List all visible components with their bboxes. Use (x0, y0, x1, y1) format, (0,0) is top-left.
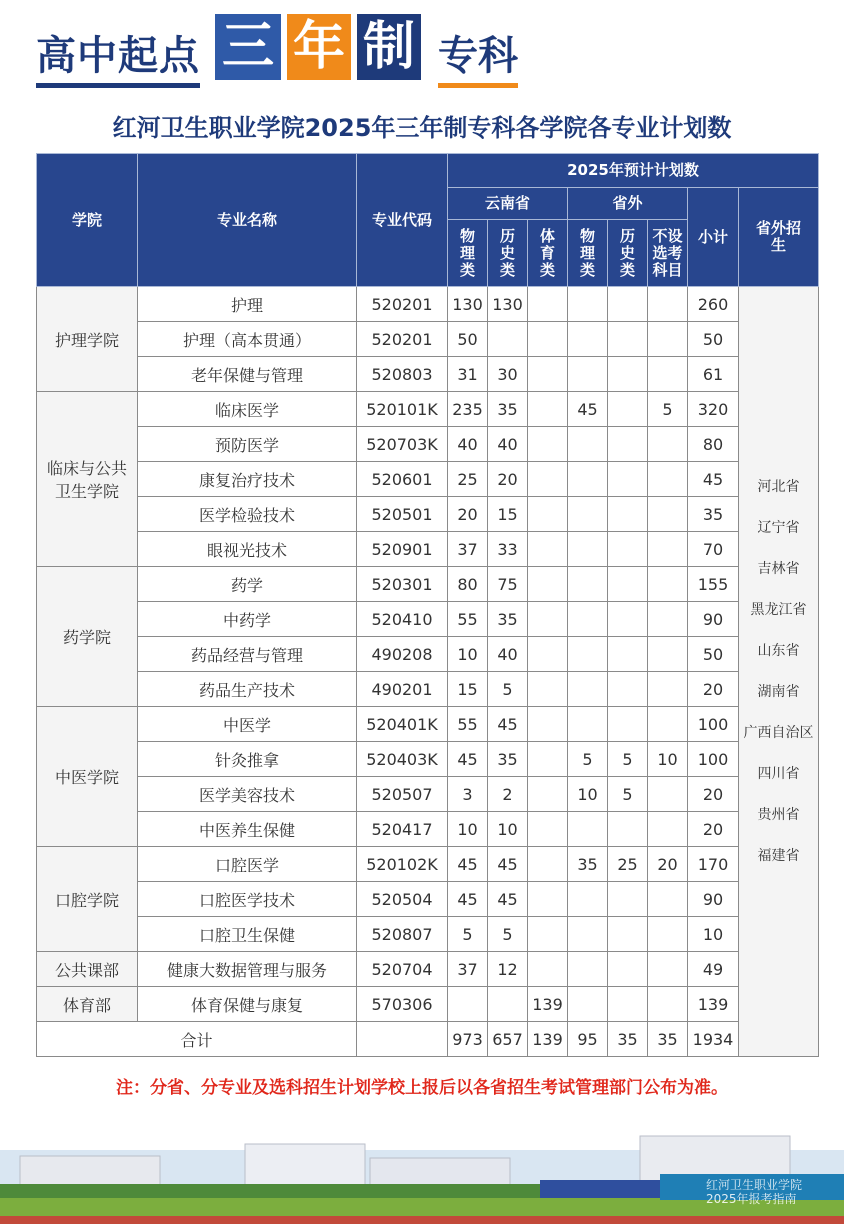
value-cell-yh: 45 (488, 882, 528, 917)
code-cell: 520301 (357, 567, 448, 602)
province-item: 吉林省 (757, 560, 800, 577)
value-cell-sub: 80 (688, 427, 739, 462)
value-cell-sub: 100 (688, 707, 739, 742)
enrollment-plan-table (36, 153, 819, 1057)
value-cell-ys (528, 357, 568, 392)
table-row (37, 847, 819, 882)
major-cell: 医学美容技术 (138, 777, 357, 812)
value-cell-oh: 5 (608, 777, 648, 812)
code-cell: 490208 (357, 637, 448, 672)
header-out-history: 历史类 (608, 220, 648, 287)
college-cell: 口腔学院 (37, 847, 138, 952)
total-yp: 973 (448, 1022, 488, 1057)
value-cell-on (648, 917, 688, 952)
college-cell: 体育部 (37, 987, 138, 1022)
major-cell: 预防医学 (138, 427, 357, 462)
value-cell-yh (488, 322, 528, 357)
banner-suffix: 专科 (438, 24, 518, 88)
value-cell-yp: 15 (448, 672, 488, 707)
value-cell-yp: 130 (448, 287, 488, 322)
table-row (37, 707, 819, 742)
table-row (37, 917, 819, 952)
code-cell: 520101K (357, 392, 448, 427)
value-cell-yp: 45 (448, 742, 488, 777)
major-cell: 康复治疗技术 (138, 462, 357, 497)
value-cell-yh: 2 (488, 777, 528, 812)
value-cell-oh (608, 567, 648, 602)
value-cell-sub: 320 (688, 392, 739, 427)
code-cell: 490201 (357, 672, 448, 707)
table-row (37, 882, 819, 917)
value-cell-yh: 75 (488, 567, 528, 602)
value-cell-ys (528, 777, 568, 812)
value-cell-ys (528, 322, 568, 357)
value-cell-yp: 25 (448, 462, 488, 497)
value-cell-oh (608, 392, 648, 427)
value-cell-on (648, 427, 688, 462)
banner-prefix: 高中起点 (36, 24, 200, 88)
major-cell: 口腔医学 (138, 847, 357, 882)
value-cell-oh: 25 (608, 847, 648, 882)
value-cell-op (568, 672, 608, 707)
value-cell-yh: 35 (488, 602, 528, 637)
value-cell-on: 5 (648, 392, 688, 427)
major-cell: 药学 (138, 567, 357, 602)
footnote: 注：分省、分专业及选科招生计划学校上报后以各省招生考试管理部门公布为准。 (116, 1078, 728, 1098)
total-oh: 35 (608, 1022, 648, 1057)
value-cell-op: 10 (568, 777, 608, 812)
code-cell: 570306 (357, 987, 448, 1022)
table-row (37, 567, 819, 602)
value-cell-on (648, 497, 688, 532)
value-cell-ys (528, 602, 568, 637)
college-cell: 公共课部 (37, 952, 138, 987)
value-cell-oh (608, 987, 648, 1022)
province-item: 四川省 (757, 765, 800, 782)
major-cell: 药品生产技术 (138, 672, 357, 707)
code-cell: 520504 (357, 882, 448, 917)
value-cell-ys (528, 392, 568, 427)
watermark-line-1: 红河卫生职业学院 (706, 1178, 803, 1192)
value-cell-oh: 5 (608, 742, 648, 777)
value-cell-op (568, 917, 608, 952)
value-cell-op (568, 322, 608, 357)
table-row (37, 952, 819, 987)
value-cell-yh: 40 (488, 637, 528, 672)
value-cell-sub: 90 (688, 882, 739, 917)
value-cell-ys (528, 812, 568, 847)
value-cell-sub: 10 (688, 917, 739, 952)
table-row (37, 672, 819, 707)
value-cell-oh (608, 462, 648, 497)
value-cell-on (648, 812, 688, 847)
value-cell-sub: 20 (688, 777, 739, 812)
table-row (37, 742, 819, 777)
banner-box-nian: 年 (287, 14, 351, 80)
major-cell: 中医学 (138, 707, 357, 742)
value-cell-on (648, 952, 688, 987)
code-cell: 520410 (357, 602, 448, 637)
value-cell-op (568, 812, 608, 847)
table-row (37, 322, 819, 357)
major-cell: 中药学 (138, 602, 357, 637)
value-cell-on: 20 (648, 847, 688, 882)
value-cell-oh (608, 322, 648, 357)
total-code-blank (357, 1022, 448, 1057)
value-cell-op (568, 707, 608, 742)
value-cell-yp: 31 (448, 357, 488, 392)
province-item: 山东省 (757, 642, 800, 659)
value-cell-on (648, 287, 688, 322)
value-cell-yh: 130 (488, 287, 528, 322)
value-cell-sub: 49 (688, 952, 739, 987)
province-list (739, 287, 819, 1057)
total-on: 35 (648, 1022, 688, 1057)
table-row (37, 777, 819, 812)
table-row (37, 462, 819, 497)
value-cell-yp: 55 (448, 602, 488, 637)
page-title: 红河卫生职业学院2025年三年制专科各学院各专业计划数 (112, 114, 732, 142)
value-cell-ys (528, 462, 568, 497)
header-yn-history: 历史类 (488, 220, 528, 287)
header-subtotal: 小计 (688, 188, 739, 287)
value-cell-op (568, 602, 608, 637)
code-cell: 520501 (357, 497, 448, 532)
banner-box-zhi: 制 (357, 14, 421, 80)
major-cell: 护理 (138, 287, 357, 322)
value-cell-op (568, 497, 608, 532)
college-cell: 临床与公共卫生学院 (37, 392, 138, 567)
value-cell-op: 5 (568, 742, 608, 777)
value-cell-oh (608, 637, 648, 672)
value-cell-oh (608, 707, 648, 742)
value-cell-op (568, 882, 608, 917)
code-cell: 520601 (357, 462, 448, 497)
value-cell-yh: 20 (488, 462, 528, 497)
value-cell-yp: 55 (448, 707, 488, 742)
province-item: 河北省 (757, 478, 800, 495)
value-cell-op: 45 (568, 392, 608, 427)
value-cell-yh: 30 (488, 357, 528, 392)
value-cell-oh (608, 357, 648, 392)
header-plan: 2025年预计计划数 (448, 154, 819, 188)
value-cell-oh (608, 952, 648, 987)
header-yn-sports: 体育类 (528, 220, 568, 287)
value-cell-sub: 35 (688, 497, 739, 532)
value-cell-op (568, 427, 608, 462)
value-cell-on (648, 672, 688, 707)
table-row (37, 812, 819, 847)
province-item: 贵州省 (757, 806, 800, 823)
value-cell-ys (528, 427, 568, 462)
value-cell-sub: 61 (688, 357, 739, 392)
value-cell-oh (608, 532, 648, 567)
value-cell-yh: 45 (488, 847, 528, 882)
value-cell-oh (608, 287, 648, 322)
value-cell-sub: 139 (688, 987, 739, 1022)
table-row (37, 357, 819, 392)
value-cell-yp: 10 (448, 637, 488, 672)
major-cell: 临床医学 (138, 392, 357, 427)
header-out-none: 不设选考科目 (648, 220, 688, 287)
value-cell-on (648, 357, 688, 392)
province-item: 黑龙江省 (750, 601, 807, 618)
value-cell-on (648, 987, 688, 1022)
value-cell-oh (608, 917, 648, 952)
major-cell: 体育保健与康复 (138, 987, 357, 1022)
table-row (37, 427, 819, 462)
value-cell-oh (608, 812, 648, 847)
value-cell-yp: 37 (448, 532, 488, 567)
total-ys: 139 (528, 1022, 568, 1057)
code-cell: 520807 (357, 917, 448, 952)
value-cell-yp: 3 (448, 777, 488, 812)
value-cell-ys (528, 567, 568, 602)
value-cell-yp: 80 (448, 567, 488, 602)
table-row (37, 392, 819, 427)
value-cell-yp: 235 (448, 392, 488, 427)
watermark-line-2: 2025年报考指南 (706, 1192, 797, 1206)
value-cell-yh: 5 (488, 672, 528, 707)
value-cell-op: 35 (568, 847, 608, 882)
value-cell-on (648, 567, 688, 602)
value-cell-ys (528, 637, 568, 672)
value-cell-op (568, 952, 608, 987)
value-cell-yh: 45 (488, 707, 528, 742)
table-row (37, 532, 819, 567)
table-row (37, 637, 819, 672)
banner-box-san: 三 (215, 14, 281, 80)
table-row (37, 287, 819, 322)
code-cell: 520703K (357, 427, 448, 462)
value-cell-on (648, 707, 688, 742)
value-cell-on (648, 882, 688, 917)
value-cell-sub: 90 (688, 602, 739, 637)
banner (0, 0, 844, 100)
total-label: 合计 (37, 1022, 357, 1057)
value-cell-yp: 5 (448, 917, 488, 952)
value-cell-sub: 170 (688, 847, 739, 882)
value-cell-yh: 10 (488, 812, 528, 847)
code-cell: 520201 (357, 322, 448, 357)
value-cell-oh (608, 602, 648, 637)
value-cell-ys (528, 917, 568, 952)
code-cell: 520403K (357, 742, 448, 777)
value-cell-yp: 45 (448, 847, 488, 882)
value-cell-on (648, 462, 688, 497)
value-cell-sub: 70 (688, 532, 739, 567)
major-cell: 护理（高本贯通） (138, 322, 357, 357)
value-cell-on (648, 777, 688, 812)
value-cell-ys (528, 882, 568, 917)
value-cell-yp (448, 987, 488, 1022)
value-cell-ys (528, 952, 568, 987)
value-cell-yp: 37 (448, 952, 488, 987)
total-sub: 1934 (688, 1022, 739, 1057)
province-item: 福建省 (757, 847, 800, 864)
value-cell-sub: 260 (688, 287, 739, 322)
value-cell-oh (608, 497, 648, 532)
value-cell-oh (608, 427, 648, 462)
total-yh: 657 (488, 1022, 528, 1057)
value-cell-yh: 33 (488, 532, 528, 567)
header-college: 学院 (37, 154, 138, 287)
code-cell: 520507 (357, 777, 448, 812)
value-cell-ys: 139 (528, 987, 568, 1022)
major-cell: 眼视光技术 (138, 532, 357, 567)
header-yunnan: 云南省 (448, 188, 568, 220)
value-cell-sub: 50 (688, 322, 739, 357)
code-cell: 520201 (357, 287, 448, 322)
header-outside: 省外 (568, 188, 688, 220)
value-cell-op (568, 532, 608, 567)
college-cell: 护理学院 (37, 287, 138, 392)
value-cell-ys (528, 707, 568, 742)
header-out-enroll: 省外招生 (739, 188, 819, 287)
value-cell-yh: 40 (488, 427, 528, 462)
value-cell-on (648, 532, 688, 567)
value-cell-yp: 40 (448, 427, 488, 462)
value-cell-sub: 45 (688, 462, 739, 497)
value-cell-op (568, 287, 608, 322)
value-cell-yp: 45 (448, 882, 488, 917)
value-cell-yh (488, 987, 528, 1022)
province-item: 辽宁省 (757, 519, 800, 536)
value-cell-yp: 50 (448, 322, 488, 357)
value-cell-ys (528, 497, 568, 532)
table-row (37, 497, 819, 532)
header-yn-physics: 物理类 (448, 220, 488, 287)
major-cell: 口腔卫生保健 (138, 917, 357, 952)
province-item: 广西自治区 (743, 724, 814, 741)
value-cell-ys (528, 847, 568, 882)
value-cell-op (568, 462, 608, 497)
province-item: 湖南省 (757, 683, 800, 700)
value-cell-yh: 35 (488, 742, 528, 777)
major-cell: 健康大数据管理与服务 (138, 952, 357, 987)
major-cell: 药品经营与管理 (138, 637, 357, 672)
code-cell: 520417 (357, 812, 448, 847)
value-cell-sub: 20 (688, 672, 739, 707)
watermark (706, 1178, 802, 1206)
code-cell: 520401K (357, 707, 448, 742)
value-cell-on (648, 602, 688, 637)
code-cell: 520803 (357, 357, 448, 392)
value-cell-ys (528, 532, 568, 567)
total-op: 95 (568, 1022, 608, 1057)
value-cell-op (568, 357, 608, 392)
table-row (37, 987, 819, 1022)
value-cell-yh: 12 (488, 952, 528, 987)
value-cell-on (648, 637, 688, 672)
value-cell-yh: 35 (488, 392, 528, 427)
major-cell: 老年保健与管理 (138, 357, 357, 392)
value-cell-on: 10 (648, 742, 688, 777)
major-cell: 中医养生保健 (138, 812, 357, 847)
value-cell-op (568, 637, 608, 672)
header-code: 专业代码 (357, 154, 448, 287)
major-cell: 医学检验技术 (138, 497, 357, 532)
code-cell: 520901 (357, 532, 448, 567)
college-cell: 药学院 (37, 567, 138, 707)
value-cell-sub: 50 (688, 637, 739, 672)
value-cell-op (568, 567, 608, 602)
header-major: 专业名称 (138, 154, 357, 287)
value-cell-ys (528, 742, 568, 777)
total-row (37, 1022, 819, 1057)
value-cell-oh (608, 672, 648, 707)
major-cell: 针灸推拿 (138, 742, 357, 777)
value-cell-oh (608, 882, 648, 917)
value-cell-yh: 15 (488, 497, 528, 532)
value-cell-sub: 20 (688, 812, 739, 847)
college-cell: 中医学院 (37, 707, 138, 847)
header-out-physics: 物理类 (568, 220, 608, 287)
value-cell-on (648, 322, 688, 357)
value-cell-yp: 10 (448, 812, 488, 847)
value-cell-op (568, 987, 608, 1022)
major-cell: 口腔医学技术 (138, 882, 357, 917)
code-cell: 520102K (357, 847, 448, 882)
code-cell: 520704 (357, 952, 448, 987)
value-cell-yp: 20 (448, 497, 488, 532)
value-cell-sub: 100 (688, 742, 739, 777)
value-cell-ys (528, 672, 568, 707)
value-cell-yh: 5 (488, 917, 528, 952)
value-cell-ys (528, 287, 568, 322)
table-row (37, 602, 819, 637)
value-cell-sub: 155 (688, 567, 739, 602)
